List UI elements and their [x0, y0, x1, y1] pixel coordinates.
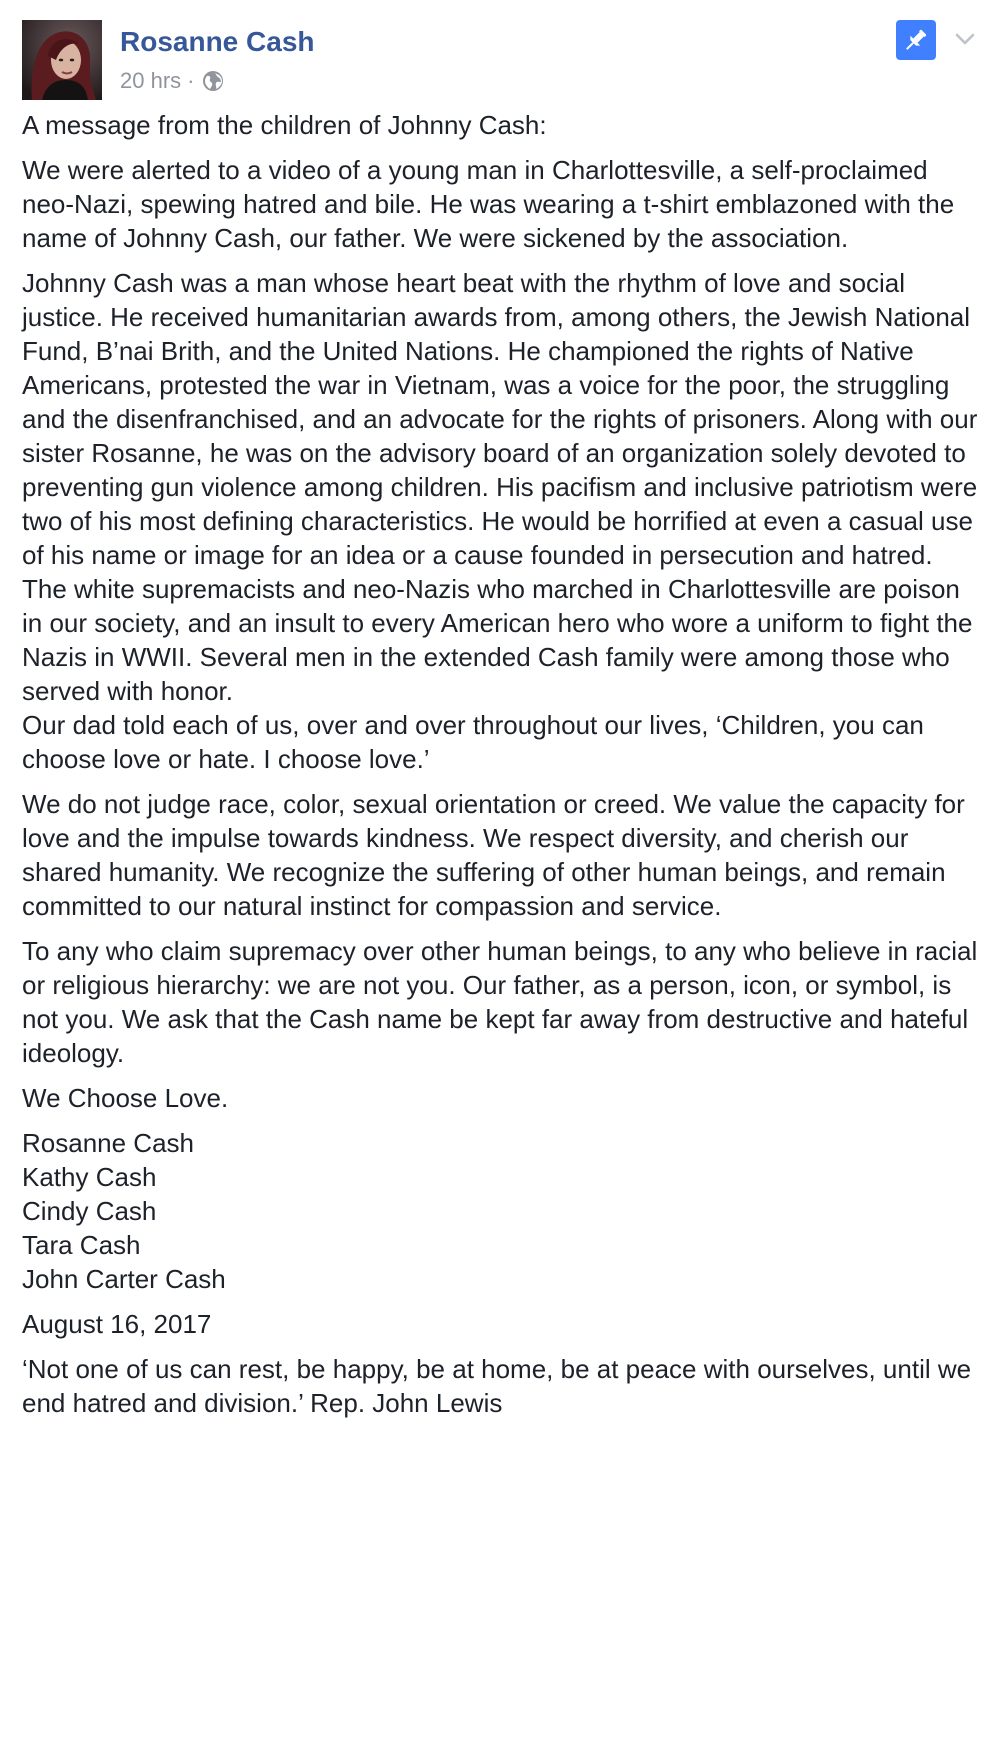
post-paragraph: We do not judge race, color, sexual orientation or creed. We value the capacity for love and the impulse towards kindness. We respect diversity, and cherish our shared humanity. We recognize the suffering of other human beings, and remain committed to our natural instinct for compassion and service. [22, 789, 965, 921]
meta-separator: · [187, 68, 195, 93]
closing-quote: ‘Not one of us can rest, be happy, be at home, be at peace with ourselves, until we end hatred and division.’ Rep. John Lewis [22, 1354, 972, 1418]
author-name-link[interactable]: Rosanne Cash [120, 26, 315, 57]
avatar[interactable] [22, 20, 102, 100]
signatures: Rosanne Cash Kathy Cash Cindy Cash Tara Cash John Carter Cash [22, 1128, 226, 1294]
post-paragraph: A message from the children of Johnny Cash: [22, 110, 547, 140]
post-body [22, 108, 978, 1431]
pin-icon [896, 20, 936, 60]
post-paragraph: To any who claim supremacy over other human beings, to any who believe in racial or religious hierarchy: we are not you. Our father, as a person, icon, or symbol, is not you. We ask that the Cash name be kept far away from destructive and hateful ideology. [22, 936, 978, 1068]
globe-icon[interactable] [202, 70, 224, 92]
chevron-down-icon[interactable] [952, 26, 978, 52]
avatar-image [22, 20, 102, 100]
post-meta [120, 66, 224, 96]
post-timestamp[interactable]: 20 hrs [120, 68, 182, 93]
post-header [22, 20, 982, 100]
post-date: August 16, 2017 [22, 1309, 212, 1339]
post-paragraph: We were alerted to a video of a young man in Charlottesville, a self-proclaimed neo-Nazi, spewing hatred and bile. He was wearing a t-shirt emblazoned with the name of Johnny Cash, our father. We were sickened by the association. [22, 155, 955, 253]
post-paragraph: We Choose Love. [22, 1083, 229, 1113]
pin-post-button[interactable] [896, 20, 936, 60]
post-paragraph: Johnny Cash was a man whose heart beat with the rhythm of love and social justice. He received humanitarian awards from, among others, the Jewish National Fund, B’nai Brith, and the United Nations. He championed the rights of Native Americans, protested the war in Vietnam, was a voice for the poor, the struggling and the disenfranchised, and an advocate for the rights of prisoners. Along with our sister Rosanne, he was on the advisory board of an organization solely devoted to preventing gun violence among children. His pacifism and inclusive patriotism were two of his most defining characteristics. He would be horrified at even a casual use of his name or image for an idea or a cause founded in persecution and hatred. The white supremacists and neo-Nazis who marched in Charlottesville are poison in our society, and an insult to every American hero who wore a uniform to fight the Nazis in WWII. Several men in the extended Cash family were among those who served with honor. Our dad told each of us, over and over throughout our lives, ‘Children, you can choose love or hate. I choose love.’ [22, 268, 978, 774]
